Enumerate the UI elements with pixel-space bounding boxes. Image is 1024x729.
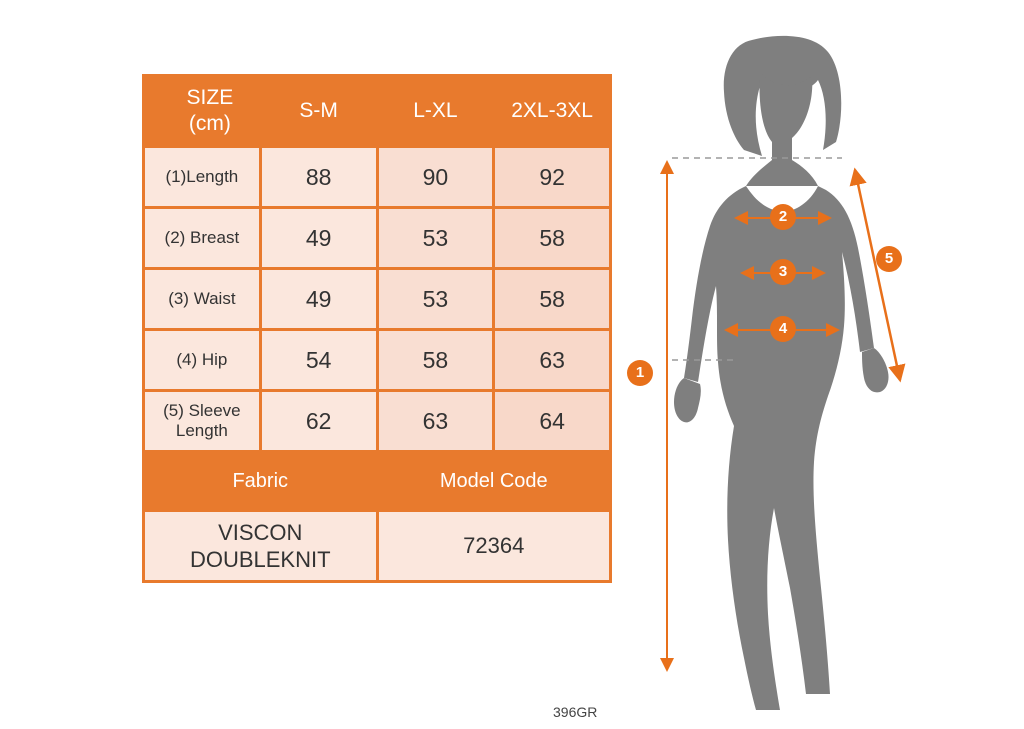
- cell-hip-2xl-3xl: 63: [495, 331, 609, 389]
- cell-waist-s-m: 49: [262, 270, 376, 328]
- table-footer-value-row: [145, 512, 609, 580]
- cell-sleeve-s-m: 62: [262, 392, 376, 450]
- footer-value-model-code: 72364: [379, 512, 610, 580]
- header-col-l-xl: L-XL: [379, 77, 493, 145]
- header-size-line1: SIZE: [186, 85, 234, 109]
- table-row: [145, 331, 609, 389]
- footer-value-fabric: VISCON DOUBLEKNIT: [145, 512, 376, 580]
- cell-length-l-xl: 90: [379, 148, 493, 206]
- cell-sleeve-l-xl: 63: [379, 392, 493, 450]
- row-label-hip: (4) Hip: [145, 331, 259, 389]
- cell-breast-2xl-3xl: 58: [495, 209, 609, 267]
- table-header-row: [145, 77, 609, 145]
- table-footer-header-row: [145, 453, 609, 509]
- footer-header-model-code: Model Code: [379, 453, 610, 509]
- header-col-2xl-3xl: 2XL-3XL: [495, 77, 609, 145]
- footer-header-fabric: Fabric: [145, 453, 376, 509]
- cell-waist-l-xl: 53: [379, 270, 493, 328]
- cell-length-s-m: 88: [262, 148, 376, 206]
- row-label-sleeve-length: (5) Sleeve Length: [145, 392, 259, 450]
- cell-breast-l-xl: 53: [379, 209, 493, 267]
- size-chart-table: [142, 74, 612, 583]
- cell-hip-l-xl: 58: [379, 331, 493, 389]
- row-label-breast: (2) Breast: [145, 209, 259, 267]
- cell-sleeve-2xl-3xl: 64: [495, 392, 609, 450]
- table-row: [145, 148, 609, 206]
- cell-length-2xl-3xl: 92: [495, 148, 609, 206]
- badge-2: 2: [770, 204, 796, 230]
- cell-hip-s-m: 54: [262, 331, 376, 389]
- badge-5: 5: [876, 246, 902, 272]
- table-row: [145, 392, 609, 450]
- header-size-line2: (cm): [188, 112, 231, 135]
- figure-svg: [612, 10, 1024, 720]
- measurement-figure: [612, 10, 1024, 720]
- cell-breast-s-m: 49: [262, 209, 376, 267]
- cell-waist-2xl-3xl: 58: [495, 270, 609, 328]
- badge-3: 3: [770, 259, 796, 285]
- badge-4: 4: [770, 316, 796, 342]
- row-label-waist: (3) Waist: [145, 270, 259, 328]
- badge-1: 1: [627, 360, 653, 386]
- weight-note: 396GR: [553, 704, 598, 720]
- row-label-length: (1)Length: [145, 148, 259, 206]
- table-row: [145, 270, 609, 328]
- female-body-silhouette: [674, 36, 889, 710]
- header-col-s-m: S-M: [262, 77, 376, 145]
- header-size-label: [145, 77, 259, 145]
- table-row: [145, 209, 609, 267]
